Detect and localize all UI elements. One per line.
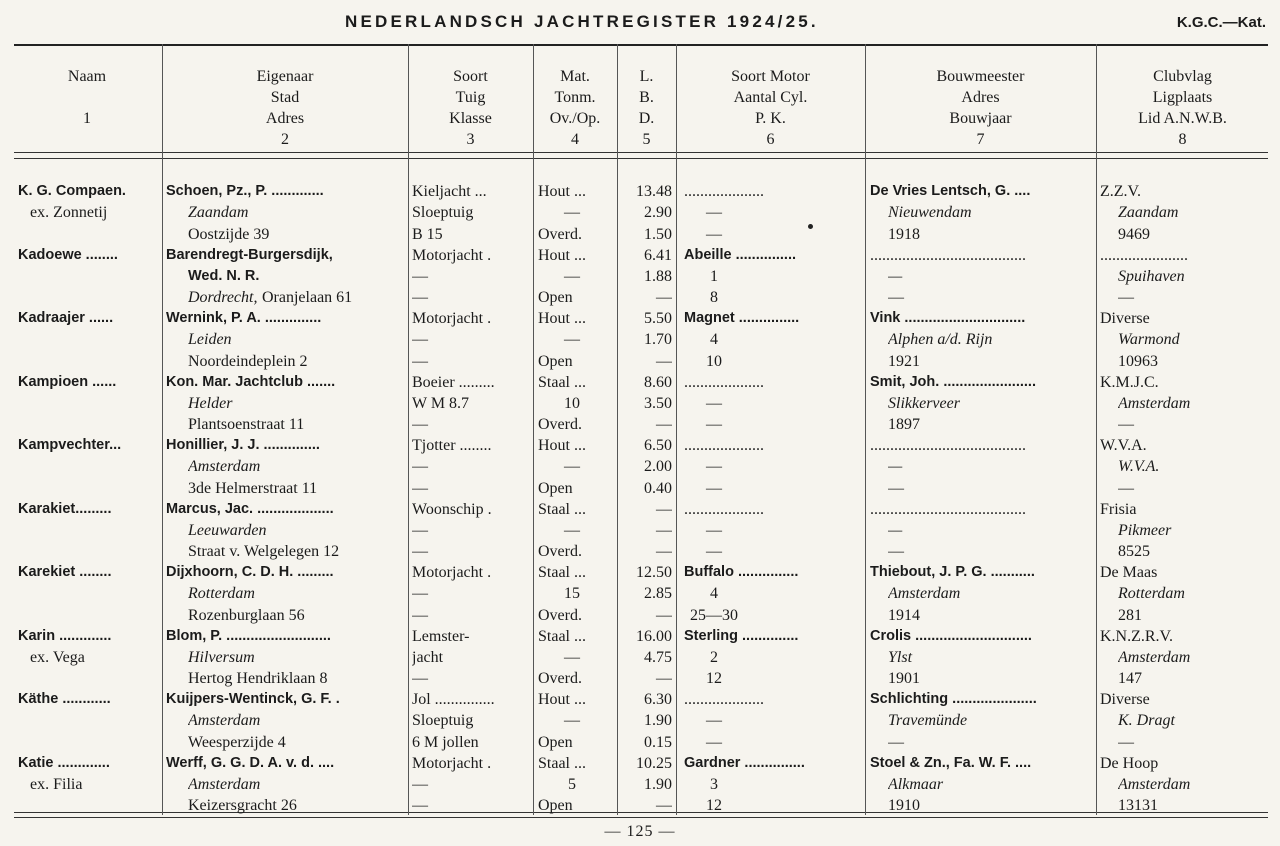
bottom-rule-2 (14, 817, 1268, 818)
cell-cyl: 3 (710, 775, 718, 793)
cell-l: 6.30 (644, 691, 672, 708)
cell-ligplaats: Zaandam (1118, 204, 1179, 222)
cell-ligplaats: Amsterdam (1118, 394, 1191, 412)
column-header-line: 3 (466, 131, 475, 148)
cell-bouwjaar: — (888, 543, 904, 561)
cell-naam-sub: ex. Vega (30, 648, 85, 666)
cell-motor: Abeille ............... (684, 246, 796, 263)
cell-tonm: — (564, 458, 580, 476)
cell-eigenaar: Kuijpers-Wentinck, G. F. . (166, 691, 340, 707)
cell-naam: Kampioen ...... (18, 373, 117, 390)
cell-bouwjaar: 1901 (888, 670, 920, 688)
cell-mat: Staal ... (538, 754, 586, 772)
cell-pk: 10 (706, 352, 722, 370)
cell-lid: — (1118, 733, 1134, 751)
column-divider (617, 44, 618, 815)
column-header-line: 1 (83, 110, 91, 127)
page-header (0, 6, 1280, 38)
column-divider (533, 44, 534, 815)
column-divider (676, 44, 677, 815)
cell-bouwmeester: ....................................... (870, 437, 1026, 454)
cell-eigenaar: Honillier, J. J. .............. (166, 437, 320, 453)
cell-klasse: — (412, 797, 428, 815)
cell-mat: Staal ... (538, 500, 586, 518)
cell-stad: Wed. N. R. (188, 267, 260, 284)
column-divider (408, 44, 409, 815)
cell-lid: — (1118, 416, 1134, 434)
cell-adres: Hertog Hendriklaan 8 (188, 670, 328, 688)
cell-l: 13.48 (636, 183, 672, 200)
cell-soort: Woonschip . (412, 500, 492, 518)
cell-klasse: — (412, 543, 428, 561)
cell-bouwmeester: Crolis ............................. (870, 627, 1032, 644)
cell-tonm: 15 (564, 585, 580, 603)
cell-lid: — (1118, 289, 1134, 307)
cell-eigenaar: Werff, G. G. D. A. v. d. .... (166, 754, 335, 771)
cell-klasse: — (412, 606, 428, 624)
cell-clubvlag: K.N.Z.R.V. (1100, 627, 1174, 645)
cell-b: 1.90 (644, 775, 672, 793)
cell-ligplaats: K. Dragt (1118, 712, 1175, 730)
cell-ovop: Open (538, 797, 573, 815)
cell-klasse: B 15 (412, 225, 443, 243)
column-header-line: Adres (265, 110, 305, 127)
column-header-line: 4 (571, 131, 579, 148)
cell-tonm: — (564, 521, 580, 539)
cell-bouwmeester: ....................................... (870, 246, 1026, 264)
cell-stad: Amsterdam (188, 712, 261, 730)
cell-ligplaats: Amsterdam (1118, 775, 1191, 793)
cell-soort: Tjotter ........ (412, 437, 492, 454)
column-divider (1096, 44, 1097, 815)
cell-pk: 12 (706, 797, 722, 815)
cell-eigenaar: Marcus, Jac. ................... (166, 500, 334, 517)
cell-soort: Motorjacht . (412, 310, 492, 327)
column-header-line: 2 (281, 131, 289, 148)
cell-bm-adres: Alkmaar (888, 775, 944, 793)
cell-adres: Rozenburglaan 56 (188, 606, 305, 624)
header-rule-1 (14, 152, 1268, 153)
cell-clubvlag: De Maas (1100, 564, 1158, 581)
cell-d: — (656, 543, 672, 561)
column-header-line: Bouwjaar (949, 110, 1012, 127)
cell-soort: Motorjacht . (412, 246, 492, 264)
cell-clubvlag: Diverse (1100, 310, 1150, 327)
column-header-line: Tonm. (554, 89, 596, 106)
cell-adres: Noordeindeplein 2 (188, 352, 308, 370)
cell-lid: 10963 (1118, 352, 1158, 370)
cell-ligplaats: Rotterdam (1118, 585, 1185, 603)
column-header-naam (14, 66, 160, 129)
column-header-line: P. K. (755, 110, 786, 127)
cell-tuig: — (412, 267, 428, 285)
cell-lid: — (1118, 479, 1134, 497)
header-rule-2 (14, 158, 1268, 159)
cell-pk: 8 (710, 289, 718, 307)
cell-klasse: — (412, 670, 428, 688)
cell-adres-cont: Oranjelaan 61 (262, 289, 353, 307)
cell-motor: Buffalo ............... (684, 564, 799, 580)
cell-bouwmeester: Vink .............................. (870, 310, 1026, 326)
cell-clubvlag: W.V.A. (1100, 437, 1147, 454)
top-rule (14, 44, 1268, 46)
cell-cyl: 2 (710, 648, 718, 666)
cell-b: 2.90 (644, 204, 672, 222)
cell-tuig: — (412, 585, 428, 603)
cell-klasse: — (412, 289, 428, 307)
cell-klasse: 6 M jollen (412, 733, 479, 751)
cell-d: — (656, 670, 672, 688)
cell-b: 3.50 (644, 394, 672, 412)
cell-mat: Staal ... (538, 373, 586, 391)
cell-pk: 25—30 (690, 606, 738, 624)
cell-bouwmeester: Thiebout, J. P. G. ........... (870, 564, 1035, 580)
cell-naam: K. G. Compaen. (18, 183, 126, 199)
cell-pk: — (706, 733, 722, 751)
cell-l: 12.50 (636, 564, 672, 581)
cell-eigenaar: Wernink, P. A. .............. (166, 310, 322, 326)
cell-eigenaar: Schoen, Pz., P. ............. (166, 183, 324, 199)
column-header-line: Eigenaar (256, 68, 314, 85)
cell-l: 10.25 (636, 754, 672, 772)
cell-motor: Gardner ............... (684, 754, 805, 771)
cell-pk: — (706, 479, 722, 497)
cell-tonm: — (564, 712, 580, 730)
cell-cyl: — (706, 458, 722, 476)
column-header-line: Tuig (455, 89, 486, 106)
column-header-line: 6 (766, 131, 775, 148)
cell-naam: Käthe ............ (18, 691, 111, 707)
cell-pk: — (706, 225, 722, 243)
cell-eigenaar: Kon. Mar. Jachtclub ....... (166, 373, 336, 390)
cell-b: — (656, 521, 672, 539)
cell-bouwmeester: De Vries Lentsch, G. .... (870, 183, 1031, 199)
cell-bm-adres: Slikkerveer (888, 394, 960, 412)
cell-clubvlag: De Hoop (1100, 754, 1159, 772)
cell-l: 5.50 (644, 310, 672, 327)
cell-ligplaats: W.V.A. (1118, 458, 1160, 476)
cell-cyl: — (706, 394, 722, 412)
cell-tonm: 5 (568, 775, 576, 793)
cell-eigenaar: Barendregt-Burgersdijk, (166, 246, 333, 263)
cell-tuig: jacht (412, 648, 444, 666)
cell-stad: Amsterdam (188, 775, 261, 793)
cell-tonm: — (564, 331, 580, 349)
cell-d: — (656, 606, 672, 624)
cell-bm-adres: Travemünde (888, 712, 968, 730)
cell-b: 1.90 (644, 712, 672, 730)
cell-cyl: — (706, 712, 722, 730)
cell-clubvlag: Diverse (1100, 691, 1150, 708)
cell-adres: Weesperzijde 4 (188, 733, 286, 751)
cell-ovop: Open (538, 352, 573, 370)
cell-adres: Dordrecht, (188, 289, 258, 307)
cell-stad: Amsterdam (188, 458, 261, 476)
cell-l: 16.00 (636, 627, 672, 645)
cell-clubvlag: K.M.J.C. (1100, 373, 1159, 391)
column-header-line: Mat. (560, 68, 590, 85)
cell-tuig: — (412, 521, 428, 539)
column-header-line: Soort (453, 68, 488, 85)
cell-ovop: Overd. (538, 543, 582, 561)
cell-bm-adres: Nieuwendam (888, 204, 972, 222)
cell-adres: Plantsoenstraat 11 (188, 416, 305, 434)
cell-bouwmeester: Stoel & Zn., Fa. W. F. .... (870, 754, 1032, 771)
cell-klasse: — (412, 479, 428, 497)
cell-tonm: — (564, 204, 580, 222)
column-header-line: Naam (67, 68, 107, 85)
cell-pk: — (706, 543, 722, 561)
cell-bouwjaar: — (888, 479, 904, 497)
cell-ovop: Overd. (538, 416, 582, 434)
column-header-bouwmeester (866, 66, 1095, 150)
cell-naam: Karin ............. (18, 627, 112, 644)
cell-bouwjaar: 1918 (888, 225, 920, 243)
cell-b: 2.00 (644, 458, 672, 476)
cell-bm-adres: — (888, 267, 903, 285)
column-header-line: Klasse (449, 110, 492, 127)
column-header-line: Bouwmeester (936, 68, 1025, 85)
cell-soort: Jol ............... (412, 691, 495, 708)
cell-ovop: Open (538, 289, 573, 307)
cell-lid: 8525 (1118, 543, 1150, 561)
column-header-line: Soort Motor (731, 68, 810, 85)
cell-bouwjaar: 1897 (888, 416, 920, 434)
cell-klasse: — (412, 416, 428, 434)
column-header-line: Adres (961, 89, 1000, 106)
cell-naam: Kadoewe ........ (18, 246, 118, 263)
cell-mat: Staal ... (538, 627, 586, 645)
cell-soort: Kieljacht ... (412, 183, 487, 200)
cell-mat: Hout ... (538, 437, 586, 454)
cell-bm-adres: Alphen a/d. Rijn (888, 331, 993, 349)
column-header-materiaal (534, 66, 616, 150)
cell-mat: Hout ... (538, 310, 586, 327)
cell-motor: Sterling .............. (684, 627, 799, 644)
cell-stad: Zaandam (188, 204, 249, 222)
cell-l: 6.41 (644, 246, 672, 264)
cell-stad: Leeuwarden (188, 521, 267, 539)
cell-b: 4.75 (644, 648, 672, 666)
cell-ligplaats: Amsterdam (1118, 648, 1191, 666)
cell-mat: Hout ... (538, 183, 586, 200)
column-header-line: Lid A.N.W.B. (1138, 110, 1227, 127)
column-header-line: L. (639, 68, 654, 85)
cell-clubvlag: Frisia (1100, 500, 1137, 518)
cell-tuig: Sloeptuig (412, 712, 474, 730)
cell-pk: — (706, 416, 722, 434)
cell-b: 1.70 (644, 331, 672, 349)
cell-motor: .................... (684, 500, 764, 518)
ink-dot (808, 224, 813, 229)
cell-stad: Rotterdam (188, 585, 255, 603)
cell-bouwjaar: — (888, 733, 904, 751)
column-header-line: 7 (976, 131, 985, 148)
cell-adres: 3de Helmerstraat 11 (188, 479, 318, 497)
cell-naam: Kadraajer ...... (18, 310, 114, 326)
cell-ligplaats: Warmond (1118, 331, 1180, 349)
cell-d: — (656, 289, 672, 307)
cell-motor: .................... (684, 437, 764, 454)
cell-tonm: — (564, 648, 580, 666)
cell-clubvlag: ...................... (1100, 246, 1188, 264)
cell-soort: Motorjacht . (412, 754, 492, 772)
page-number: — 125 — (604, 823, 676, 840)
cell-soort: Motorjacht . (412, 564, 492, 581)
cell-bouwmeester: Smit, Joh. ....................... (870, 373, 1036, 390)
register-title: NEDERLANDSCH JACHTREGISTER 1924/25. (345, 12, 819, 31)
cell-d: — (656, 352, 672, 370)
cell-stad: Helder (188, 394, 233, 412)
cell-clubvlag: Z.Z.V. (1100, 183, 1142, 200)
column-header-line (14, 87, 160, 108)
cell-ovop: Open (538, 479, 573, 497)
column-header-line: Ov./Op. (549, 110, 601, 127)
cell-bm-adres: — (888, 521, 903, 539)
cell-ligplaats: Pikmeer (1118, 521, 1172, 539)
cell-soort: Lemster- (412, 627, 470, 645)
cell-soort: Boeier ......... (412, 373, 495, 391)
cell-bouwjaar: 1910 (888, 797, 920, 815)
cell-d: — (656, 416, 672, 434)
cell-mat: Staal ... (538, 564, 586, 581)
cell-tuig: — (412, 775, 428, 793)
column-divider (865, 44, 866, 815)
cell-tuig: — (412, 458, 428, 476)
cell-d: 0.15 (644, 733, 672, 751)
cell-tonm: — (564, 267, 580, 285)
cell-stad: Leiden (188, 331, 232, 349)
column-header-line: Clubvlag (1153, 68, 1212, 85)
cell-adres: Oostzijde 39 (188, 225, 270, 243)
cell-adres: Straat v. Welgelegen 12 (188, 543, 340, 561)
cell-naam: Kampvechter... (18, 437, 122, 453)
cell-l: 8.60 (644, 373, 672, 391)
cell-tuig: Sloeptuig (412, 204, 474, 222)
cell-lid: 147 (1118, 670, 1142, 688)
cell-ovop: Open (538, 733, 573, 751)
cell-tuig: W M 8.7 (412, 394, 470, 412)
cell-ovop: Overd. (538, 670, 582, 688)
cell-mat: Hout ... (538, 691, 586, 708)
cell-naam: Karekiet ........ (18, 564, 112, 580)
cell-naam: Katie ............. (18, 754, 110, 771)
cell-bouwjaar: 1921 (888, 352, 920, 370)
cell-mat: Hout ... (538, 246, 586, 264)
column-header-eigenaar (163, 66, 407, 150)
cell-naam-sub: ex. Filia (30, 775, 83, 793)
cell-d: — (656, 797, 672, 815)
cell-bouwmeester: Schlichting ..................... (870, 691, 1037, 707)
cell-d: 0.40 (644, 479, 672, 497)
cell-stad: Hilversum (188, 648, 255, 666)
column-divider (162, 44, 163, 815)
cell-cyl: 4 (710, 331, 718, 349)
cell-cyl: — (706, 204, 722, 222)
column-header-line: Aantal Cyl. (733, 89, 808, 106)
cell-cyl: 4 (710, 585, 718, 603)
column-header-motor (677, 66, 864, 150)
cell-b: 1.88 (644, 267, 672, 285)
cell-bouwmeester: ....................................... (870, 500, 1026, 518)
cell-naam: Karakiet......... (18, 500, 112, 517)
cell-cyl: — (706, 521, 722, 539)
cell-klasse: — (412, 352, 428, 370)
cell-bm-adres: Amsterdam (888, 585, 961, 603)
cell-lid: 13131 (1118, 797, 1158, 815)
column-header-line: 5 (642, 131, 651, 148)
cell-tonm: 10 (564, 394, 580, 412)
cell-eigenaar: Blom, P. .......................... (166, 627, 331, 644)
column-header-soort (409, 66, 532, 150)
column-header-line: Stad (270, 89, 300, 106)
cell-motor: .................... (684, 373, 764, 391)
cell-tuig: — (412, 331, 428, 349)
cell-motor: .................... (684, 183, 764, 200)
column-header-line: Ligplaats (1152, 89, 1213, 106)
cell-bouwjaar: — (888, 289, 904, 307)
cell-naam-sub: ex. Zonnetij (30, 204, 108, 222)
cell-lid: 281 (1118, 606, 1142, 624)
cell-d: 1.50 (644, 225, 672, 243)
cell-cyl: 1 (710, 267, 718, 285)
cell-ovop: Overd. (538, 225, 582, 243)
cell-motor: Magnet ............... (684, 310, 800, 326)
cell-lid: 9469 (1118, 225, 1150, 243)
column-header-clubvlag (1097, 66, 1268, 150)
cell-l: — (656, 500, 672, 518)
column-header-afmetingen (618, 66, 675, 150)
cell-bm-adres: — (888, 458, 903, 476)
column-header-line: 8 (1178, 131, 1187, 148)
cell-l: 6.50 (644, 437, 672, 454)
cell-bouwjaar: 1914 (888, 606, 920, 624)
cell-ligplaats: Spuihaven (1118, 267, 1185, 285)
column-header-line: D. (638, 110, 655, 127)
cell-pk: 12 (706, 670, 722, 688)
cell-b: 2.85 (644, 585, 672, 603)
section-range: K.G.C.—Kat. (1176, 14, 1266, 31)
cell-adres: Keizersgracht 26 (188, 797, 297, 815)
cell-motor: .................... (684, 691, 764, 708)
column-header-line: B. (639, 89, 654, 106)
cell-bm-adres: Ylst (888, 648, 913, 666)
cell-ovop: Overd. (538, 606, 582, 624)
cell-eigenaar: Dijxhoorn, C. D. H. ......... (166, 564, 334, 580)
